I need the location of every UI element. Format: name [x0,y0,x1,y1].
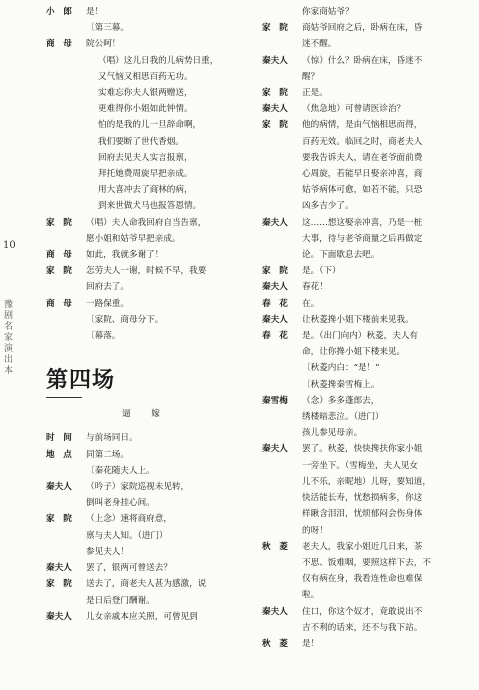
text-line: 不思、饭难咽，要照这样下去，不 [302,557,431,568]
text-line: 他的病情，是由气恼相思而得， [302,120,423,131]
text-line: 住口，你这个奴才，竟敢说出不 [302,606,423,617]
text-line: 啦。 [302,590,320,601]
text-line: （唱）夫人命我回府自当告禀， [86,217,207,228]
dialogue-row [46,560,242,576]
dialogue-text [46,53,242,215]
text-line: 快活能长寿，忧愁损病多，你这 [302,493,423,504]
speaker-name: 家 院 [262,266,288,277]
text-line: 院公呵！ [86,39,121,50]
scene-title: 第四场 [46,368,116,394]
dialogue-text [302,393,470,442]
dialogue-text [302,604,470,636]
speaker-name: 秦夫人 [262,314,288,325]
dialogue-row [46,296,242,312]
dialogue-row [262,393,470,442]
text-line: 〔幕落。 [86,331,121,342]
text-line: 心周旋，若能早日娶亲冲喜，商 [302,169,423,180]
dialogue-text [46,20,242,36]
text-line: （焦急地）可曾请医诊治？ [302,104,406,115]
dialogue-text [302,296,470,312]
dialogue-row [46,312,242,344]
speaker-name: 商 母 [46,250,72,261]
dialogue-row [262,296,470,312]
dialogue-row [262,53,470,85]
speaker-name: 商 母 [46,39,72,50]
dialogue-row [262,117,470,214]
text-line: 〔家院、商母分下。 [86,314,164,325]
dialogue-row [262,20,470,52]
dialogue-text [302,441,470,538]
dialogue-text [86,263,242,295]
text-line: 大事，待与老爷商量之后再做定 [302,233,423,244]
speaker-name: 秦夫人 [46,611,72,622]
text-line: 怎劳夫人一谢，时候不早，我要 [86,266,207,277]
dialogue-text [302,101,470,117]
dialogue-block-3 [262,4,470,652]
text-line: 禀与夫人知。（进门） [86,530,168,541]
text-line: 你家商姑爷？ [302,7,354,17]
text-line: 〔第三幕。 [86,23,129,34]
speaker-name: 秦夫人 [46,563,72,574]
speaker-name: 家 院 [46,514,72,525]
text-line: 春花！ [302,282,328,293]
text-line: 〔秋菱内白：“是！” [302,363,380,374]
text-line: （上念）速将商府意， [86,514,172,525]
dialogue-text [86,576,242,608]
dialogue-row [46,215,242,247]
dialogue-text [86,479,242,511]
speaker-name: 家 院 [46,579,72,590]
text-line: 〔秋菱搀秦雪梅上。 [302,379,380,390]
text-line: 儿不乐，亲昵地）儿呀，要知道， [302,476,431,487]
text-line: 回府去了。 [86,282,129,293]
dialogue-text [302,539,470,604]
text-line: 儿女亲戚本应关照，可曾见到 [86,611,198,622]
text-line: （惊）什么？卧病在床，昏迷不 [302,55,423,66]
speaker-name: 秋 菱 [262,638,288,649]
speaker-name: 秋 菱 [262,541,288,552]
left-column [46,4,242,625]
dialogue-row [262,441,470,538]
dialogue-text [302,279,470,295]
dialogue-text [302,53,470,85]
text-line: 在。 [302,298,320,309]
speaker-name: 秦夫人 [262,55,288,66]
text-line: 倒叫老身挂心间。 [86,498,155,509]
text-line: 样瞅含泪泪，忧烦郁闷会伤身体 [302,509,423,520]
text-line: 参见夫人！ [86,546,129,557]
text-line: 拜托她费周旋早把亲成。 [98,169,193,180]
dialogue-row [262,101,470,117]
speaker-name: 家 院 [46,217,72,228]
dialogue-text [86,296,242,312]
speaker-name: 小 郎 [46,7,72,17]
text-line: 实难忘你夫人银两赠送， [98,88,193,99]
text-line: 用大喜冲去了商林的病， [98,185,193,196]
text-line: 更难得你小姐如此钟情。 [98,104,193,115]
text-line: 是。（下） [302,266,341,277]
dialogue-row [46,53,242,215]
text-line: 百药无效。临回之时，商老夫人 [302,136,423,147]
dialogue-text [302,4,470,20]
dialogue-row [262,328,470,360]
dialogue-block-2 [46,430,242,624]
text-line: 送去了，商老夫人甚为感激，说 [86,579,207,590]
text-line: 一旁坐下。（雪梅坐，夫人见女 [302,460,419,471]
dialogue-text [302,328,470,360]
text-line: 我们要断了世代香烟。 [98,136,184,147]
text-line: 怕的是我的儿一旦辞命啊， [98,120,202,131]
dialogue-text [46,312,242,344]
dialogue-text [86,215,242,247]
scene-subtitle: 逼 嫁 [122,409,166,420]
dialogue-row [46,247,242,263]
speaker-name: 秦夫人 [262,104,288,115]
margin-book-title: 豫剧名家演出本 [4,300,14,376]
text-line: 这……想这娶亲冲喜，乃是一桩 [302,217,423,228]
dialogue-text [86,609,242,625]
dialogue-text [302,20,470,52]
text-line: 到来世做犬马也报答恩情。 [98,201,202,212]
speaker-name: 时 间 [46,433,72,444]
text-line: （吟子）家院巡视未见转， [86,482,190,493]
speaker-name: 春 花 [262,331,288,342]
text-line: 仅有病在身，我看连性命也难保 [302,574,423,585]
text-line: 是！ [302,638,320,649]
dialogue-row [262,215,470,264]
dialogue-row [46,511,242,560]
text-line: 是日后登门酬谢。 [86,595,155,606]
dialogue-row [46,463,242,479]
dialogue-row [262,312,470,328]
text-line: 孩儿参见母亲。 [302,428,363,439]
text-line: 迷不醒。 [302,39,337,50]
speaker-name: 秦雪梅 [262,395,288,406]
dialogue-row [262,636,470,652]
dialogue-row [262,539,470,604]
speaker-name: 家 院 [262,120,288,131]
text-line: 论。下面歇息去吧。 [302,250,380,261]
text-line: 姑爷病体可愈，如若不能，只恐 [302,185,423,196]
text-line: 正是。 [302,88,328,99]
text-line: 吉不利的话来，还不与我下站。 [302,622,423,633]
dialogue-text [262,360,470,392]
dialogue-row [262,604,470,636]
dialogue-text [302,117,470,214]
text-line: 绣楼暗悲泣。（进门） [302,412,384,423]
dialogue-text [46,463,242,479]
dialogue-row [262,85,470,101]
dialogue-text [86,560,242,576]
dialogue-row [262,279,470,295]
dialogue-row [46,20,242,36]
text-line: 让秋菱搀小姐下楼前来见我。 [302,314,414,325]
text-line: 罢了，银两可曾送去？ [86,563,172,574]
text-line: 是！ [86,7,104,17]
dialogue-row [46,447,242,463]
text-line: 一路保重。 [86,298,129,309]
dialogue-row [46,479,242,511]
dialogue-text [86,4,242,20]
text-line: 凶多吉少了。 [302,201,354,212]
text-line: 的呀！ [302,525,328,536]
dialogue-row [46,4,242,20]
text-line: （唱）这儿日我的儿病势日重， [98,55,219,66]
speaker-name: 家 院 [262,88,288,99]
dialogue-row [262,4,470,20]
dialogue-text [86,511,242,560]
speaker-name: 秦夫人 [262,444,288,455]
dialogue-text [86,36,242,52]
dialogue-text [302,636,470,652]
text-line: 愿小姐和姑爷早把亲成。 [86,233,181,244]
speaker-name: 家 院 [46,266,72,277]
dialogue-row [46,36,242,52]
dialogue-text [86,430,242,446]
dialogue-text [302,215,470,264]
text-line: 醒？ [302,71,320,82]
text-line: 罢了。秋菱，快快搀扶你家小姐 [302,444,423,455]
text-line: 是。（出门向内）秋菱，夫人有 [302,331,419,342]
text-line: 如此，我就多谢了！ [86,250,164,261]
speaker-name: 秦夫人 [262,217,288,228]
dialogue-text [86,247,242,263]
dialogue-block-1 [46,4,242,344]
dialogue-row [46,430,242,446]
speaker-name: 春 花 [262,298,288,309]
dialogue-row [262,360,470,392]
dialogue-row [262,263,470,279]
speaker-name: 家 院 [262,23,288,34]
text-line: 又气恼又相思百药无功。 [98,71,193,82]
speaker-name: 秦夫人 [262,606,288,617]
speaker-name: 秦夫人 [262,282,288,293]
scene-title-rule [46,397,82,398]
dialogue-text [302,85,470,101]
dialogue-text [302,312,470,328]
speaker-name: 秦夫人 [46,482,72,493]
text-line: 命，让你搀小姐下楼来见。 [302,347,406,358]
dialogue-row [46,576,242,608]
dialogue-text [86,447,242,463]
dialogue-row [46,263,242,295]
text-line: 老夫人，我家小姐近几日来，茶 [302,541,423,552]
speaker-name: 商 母 [46,298,72,309]
dialogue-text [302,263,470,279]
text-line: （念）多多蓬郎去， [302,395,380,406]
text-line: 要我告诉夫人，请在老爷面前费 [302,152,423,163]
dialogue-row [46,609,242,625]
text-line: 同第二场。 [86,449,129,460]
page-number: 10 [3,240,16,251]
speaker-name [262,4,302,20]
right-column [262,4,470,652]
text-line: 商姑爷回府之后，卧病在床，昏 [302,23,423,34]
text-line: 〔秦花随夫人上。 [86,465,155,476]
speaker-name: 地 点 [46,449,72,460]
text-line: 回府去见夫人实言报禀， [98,152,193,163]
text-line: 与前场同日。 [86,433,138,444]
